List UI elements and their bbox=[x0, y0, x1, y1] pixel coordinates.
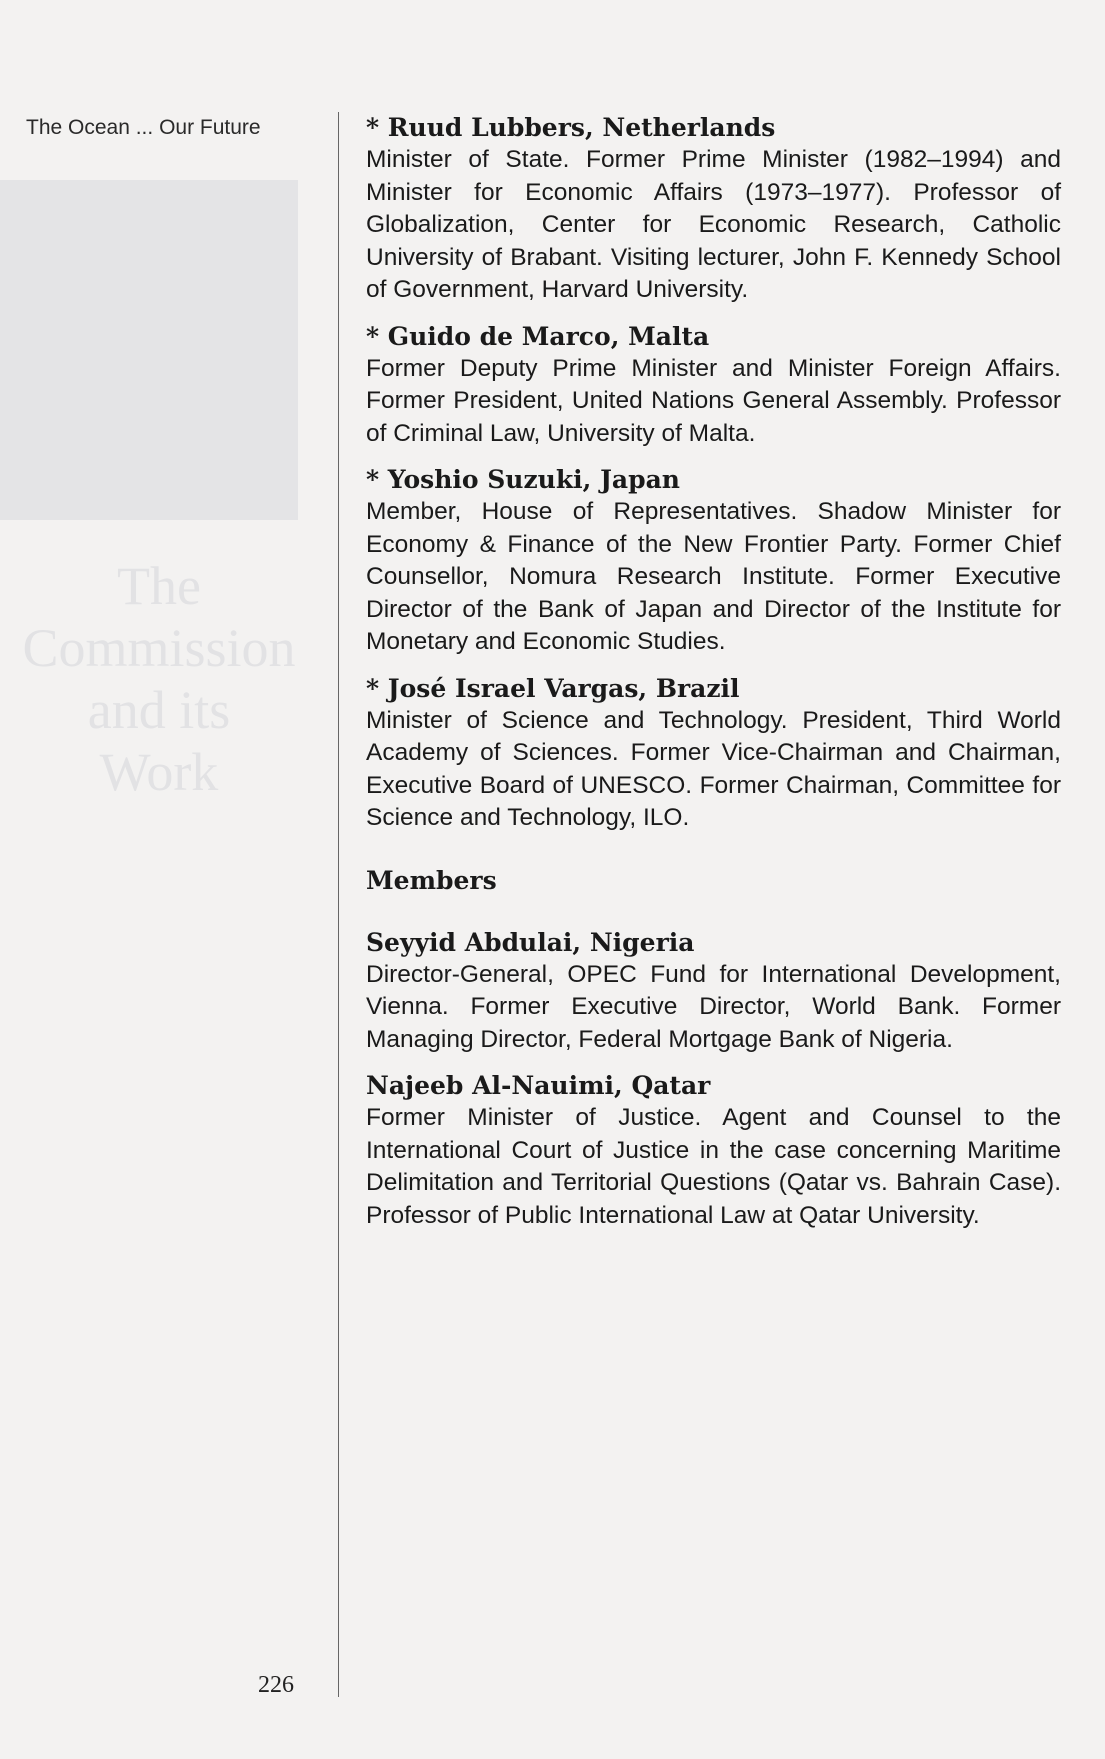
members-heading: Members bbox=[366, 865, 497, 895]
person-name: * José Israel Vargas, Brazil bbox=[366, 673, 740, 703]
running-head: The Ocean ... Our Future bbox=[26, 116, 261, 139]
person-name: * Guido de Marco, Malta bbox=[366, 321, 710, 351]
column-divider bbox=[338, 112, 339, 1697]
person-name: * Ruud Lubbers, Netherlands bbox=[366, 113, 776, 142]
bleed-through-image bbox=[0, 180, 298, 520]
bleed-through-line: Work bbox=[99, 742, 219, 802]
biography-entry bbox=[366, 321, 1061, 451]
person-description: Former Deputy Prime Minister and Minister Foreign Affairs. Former President, United Nations General Assembly. Professor of Criminal Law, University of Malta. bbox=[366, 354, 1061, 447]
person-name: * Yoshio Suzuki, Japan bbox=[366, 465, 680, 494]
person-description: Member, House of Representatives. Shadow Minister for Economy & Finance of the New Frontier Party. Former Chief Counsellor, Nomura Research Institute. Former Executive Director of the Bank of Japan and Director of the Institute for Monetary and Economic Studies. bbox=[366, 498, 1061, 655]
person-description: Director-General, OPEC Fund for International Development, Vienna. Former Executive Director, World Bank. Former Managing Director, Federal Mortgage Bank of Nigeria. bbox=[366, 960, 1061, 1053]
biography-entry bbox=[366, 112, 1061, 307]
person-description: Minister of Science and Technology. President, Third World Academy of Sciences. Former Vice-Chairman and Chairman, Executive Board of UNESCO. Former Chairman, Committee for Science and Technology, ILO. bbox=[366, 706, 1061, 831]
bleed-through-title bbox=[0, 555, 318, 803]
main-column bbox=[366, 112, 1061, 1246]
page-number: 226 bbox=[258, 1672, 294, 1698]
biography-entry bbox=[366, 1070, 1061, 1232]
bleed-through-line: Commission bbox=[22, 618, 296, 678]
biography-entry bbox=[366, 464, 1061, 659]
biography-entry bbox=[366, 927, 1061, 1057]
biography-entry bbox=[366, 673, 1061, 835]
person-description: Former Minister of Justice. Agent and Counsel to the International Court of Justice in the case concerning Maritime Delimitation and Territorial Questions (Qatar vs. Bahrain Case). Professor of Public International Law at Qatar University. bbox=[366, 1104, 1061, 1229]
bleed-through-line: and its bbox=[87, 680, 231, 740]
bleed-through-line: The bbox=[117, 556, 201, 616]
person-name: Najeeb Al-Nauimi, Qatar bbox=[366, 1071, 711, 1100]
person-name: Seyyid Abdulai, Nigeria bbox=[366, 927, 695, 957]
person-description: Minister of State. Former Prime Minister (1982–1994) and Minister for Economic Affairs (1973–1977). Professor of Globalization, Center for Economic Research, Catholic University of Brabant. Visiting lecturer, John F. Kennedy School of Government, Harvard University. bbox=[366, 146, 1061, 303]
